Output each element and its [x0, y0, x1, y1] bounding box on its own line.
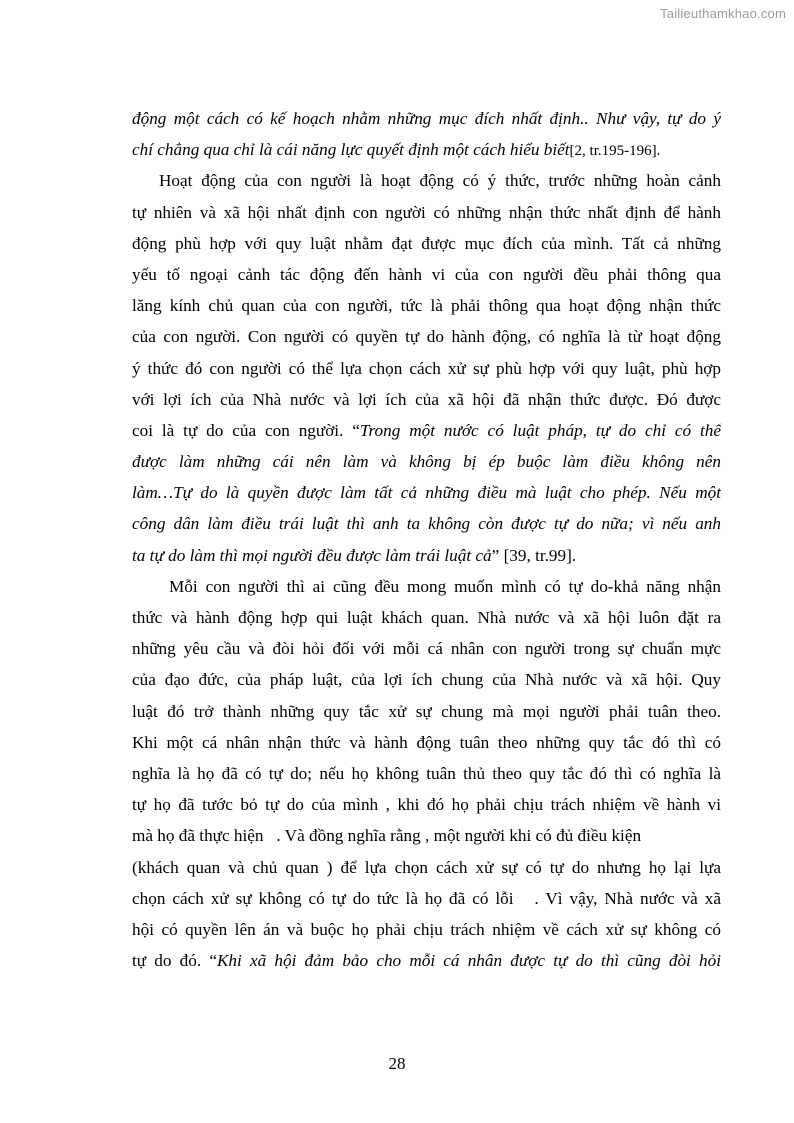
italic-quote-text: Khi xã hội đảm bảo cho mỗi cá nhân được tự do thì cũng đòi hỏi — [216, 951, 721, 971]
text-line — [132, 540, 721, 571]
body-text: Mỗi con người thì ai cũng đều mong muốn mình có tự do-khả năng nhận — [169, 576, 721, 596]
paragraph-first-line — [132, 165, 721, 196]
text-line — [132, 134, 721, 165]
body-text: của con người. Con người có quyền tự do hành động, có nghĩa là từ hoạt động — [132, 327, 721, 347]
body-text: hội có quyền lên án và buộc họ phải chịu trách nhiệm về cách xử sự không có — [132, 919, 721, 939]
body-text: (khách quan và chủ quan ) để lựa chọn cách xử sự có tự do nhưng họ lại lựa — [132, 857, 721, 877]
text-line — [132, 228, 721, 259]
body-text: Khi một cá nhân nhận thức và hành động tuân theo những quy tắc đó thì có — [132, 732, 721, 752]
body-text: yếu tố ngoại cảnh tác động đến hành vi của con người đều phải thông qua — [132, 264, 721, 284]
italic-quote-text: Trong một nước có luật pháp, tự do chỉ có thể — [359, 420, 721, 440]
text-line — [132, 446, 721, 477]
text-line — [132, 508, 721, 539]
italic-quote-text: công dân làm điều trái luật thì anh ta không còn được tự do nữa; vì nếu anh — [132, 514, 721, 534]
text-line — [132, 945, 721, 976]
body-text: thức và hành động hợp qui luật khách quan. Nhà nước và xã hội luôn đặt ra — [132, 608, 721, 627]
text-line — [132, 290, 721, 321]
text-line — [132, 415, 721, 446]
italic-quote-text: chí chẳng qua chỉ là cái năng lực quyết định một cách hiểu biết — [132, 140, 570, 160]
text-line — [132, 696, 721, 727]
page-number: 28 — [388, 1054, 406, 1073]
watermark: Tailieuthamkhao.com — [660, 6, 786, 21]
text-line — [132, 727, 721, 758]
citation-reference: [2, tr.195-196]. — [569, 143, 661, 160]
text-line — [132, 664, 721, 695]
text-line — [132, 633, 721, 664]
text-line — [132, 758, 721, 789]
italic-quote-text: động một cách có kế hoạch nhằm những mục đích nhất định.. Như vậy, tự do ý — [132, 109, 721, 128]
text-line — [132, 820, 721, 851]
text-line — [132, 197, 721, 228]
body-text: Hoạt động của con người là hoạt động có ý thức, trước những hoàn cảnh — [159, 171, 721, 191]
text-line — [132, 477, 721, 508]
paragraph-first-line — [132, 571, 721, 602]
italic-quote-text: được làm những cái nên làm và không bị ép buộc làm điều không nên — [132, 452, 721, 472]
body-text: động phù hợp với quy luật nhằm đạt được mục đích của mình. Tất cả những — [132, 233, 721, 253]
text-line — [132, 353, 721, 384]
body-text: mà họ đã thực hiện . Và đồng nghĩa rằng , một người khi có đủ điều kiện — [132, 826, 642, 846]
text-line — [132, 259, 721, 290]
text-line — [132, 914, 721, 945]
body-text: của đạo đức, của pháp luật, của lợi ích chung của Nhà nước và xã hội. Quy — [132, 670, 721, 690]
body-text: tự họ đã tước bỏ tự do của mình , khi đó họ phải chịu trách nhiệm về hành vi — [132, 795, 721, 815]
body-text: luật đó trở thành những quy tắc xử sự chung mà mọi người phải tuân theo. — [132, 701, 721, 721]
body-text: coi là tự do của con người. “ — [132, 420, 360, 440]
italic-quote-text: làm…Tự do là quyền được làm tất cả những điều mà luật cho phép. Nếu một — [132, 483, 721, 503]
italic-quote-text: ta tự do làm thì mọi người đều được làm trái luật cả — [132, 545, 492, 565]
body-text: ý thức đó con người có thể lựa chọn cách xử sự phù hợp với quy luật, phù hợp — [132, 358, 721, 378]
body-text: chọn cách xử sự không có tự do tức là họ đã có lỗi . Vì vậy, Nhà nước và xã — [132, 888, 721, 908]
citation-reference: ” [39, tr.99]. — [491, 545, 577, 565]
body-text: với lợi ích của Nhà nước và lợi ích của xã hội đã nhận thức được. Đó được — [132, 389, 721, 409]
text-line — [132, 103, 721, 134]
body-text: lăng kính chủ quan của con người, tức là phải thông qua hoạt động nhận thức — [132, 296, 721, 316]
body-text: tự nhiên và xã hội nhất định con người có những nhận thức nhất định để hành — [132, 202, 721, 222]
body-text: nghĩa là họ đã có tự do; nếu họ không tuân thủ theo quy tắc đó thì có nghĩa là — [132, 763, 721, 783]
text-line — [132, 883, 721, 914]
text-line — [132, 321, 721, 352]
body-text: tự do đó. “ — [132, 951, 217, 971]
body-text: những yêu cầu và đòi hỏi đối với mỗi cá nhân con người trong sự chuẩn mực — [132, 639, 721, 659]
document-body — [132, 103, 721, 976]
text-line — [132, 602, 721, 633]
text-line — [132, 384, 721, 415]
text-line — [132, 852, 721, 883]
text-line — [132, 789, 721, 820]
